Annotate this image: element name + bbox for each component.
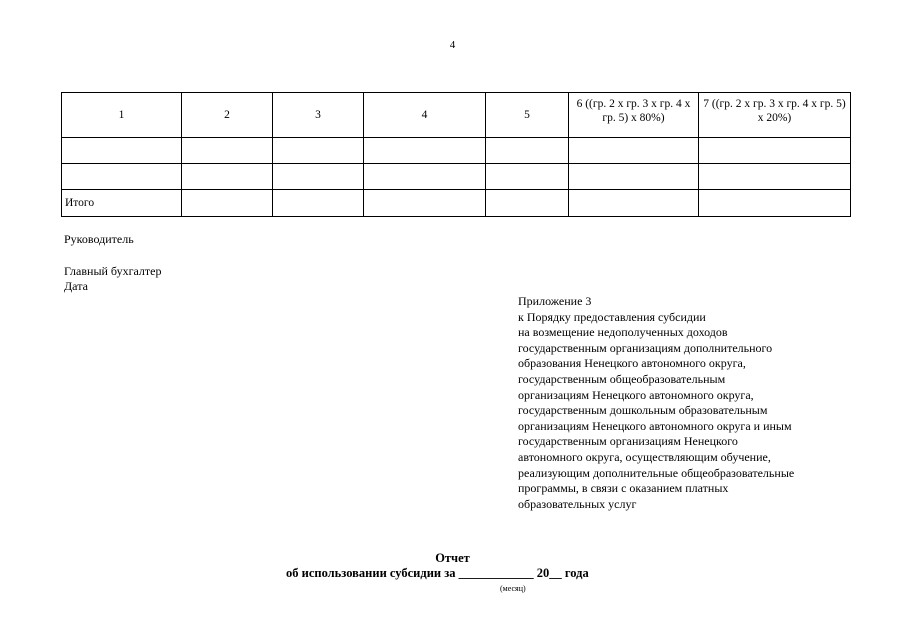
table-row (62, 164, 851, 190)
signature-date: Дата (64, 279, 88, 293)
column-header: 1 (62, 93, 182, 138)
subsidy-table (61, 92, 851, 217)
table-cell (699, 138, 851, 164)
table-cell (182, 138, 273, 164)
table-header-row (62, 93, 851, 138)
appendix-line: организациям Ненецкого автономного округа, (518, 387, 754, 402)
appendix-line: организациям Ненецкого автономного округа и иным (518, 418, 792, 433)
total-row (62, 190, 851, 217)
appendix-line: к Порядку предоставления субсидии (518, 309, 706, 324)
appendix-line: государственным организациям Ненецкого (518, 434, 738, 449)
table-cell (486, 190, 569, 217)
table-row (62, 138, 851, 164)
appendix-line: государственным дошкольным образовательным (518, 403, 768, 418)
appendix-line: на возмещение недополученных доходов (518, 325, 728, 340)
table-cell (364, 138, 486, 164)
table-cell (273, 164, 364, 190)
table-cell (364, 190, 486, 217)
table-cell (569, 164, 699, 190)
appendix-block (518, 294, 848, 512)
table-cell (486, 138, 569, 164)
appendix-line: образования Ненецкого автономного округа, (518, 356, 746, 371)
report-subtitle: об использовании субсидии за ____________ 20__ года (286, 566, 589, 580)
signature-head: Руководитель (64, 232, 134, 246)
column-header: 3 (273, 93, 364, 138)
table-cell (364, 164, 486, 190)
appendix-line: государственным общеобразовательным (518, 371, 726, 386)
column-header: 6 ((гр. 2 x гр. 3 x гр. 4 x гр. 5) x 80%) (569, 93, 699, 138)
table-cell (182, 164, 273, 190)
month-hint: (месяц) (500, 584, 526, 593)
signature-accountant: Главный бухгалтер (64, 264, 162, 278)
table-cell (62, 138, 182, 164)
table-cell (182, 190, 273, 217)
appendix-line: программы, в связи с оказанием платных (518, 481, 729, 496)
appendix-line: автономного округа, осуществляющим обучение, (518, 449, 771, 464)
table-cell (569, 138, 699, 164)
table-cell (273, 190, 364, 217)
appendix-line: образовательных услуг (518, 496, 637, 511)
appendix-line: реализующим дополнительные общеобразовательные (518, 465, 795, 480)
page-number: 4 (449, 39, 456, 51)
table-cell (699, 164, 851, 190)
table-cell (273, 138, 364, 164)
table-cell (62, 164, 182, 190)
column-header: 4 (364, 93, 486, 138)
appendix-line: государственным организациям дополнительного (518, 340, 773, 355)
table-cell (569, 190, 699, 217)
table-cell (486, 164, 569, 190)
total-label: Итого (62, 190, 182, 217)
column-header: 5 (486, 93, 569, 138)
report-title: Отчет (435, 551, 470, 565)
table-cell (699, 190, 851, 217)
appendix-line: Приложение 3 (518, 294, 592, 308)
column-header: 7 ((гр. 2 x гр. 3 x гр. 4 x гр. 5) x 20%) (699, 93, 851, 138)
column-header: 2 (182, 93, 273, 138)
